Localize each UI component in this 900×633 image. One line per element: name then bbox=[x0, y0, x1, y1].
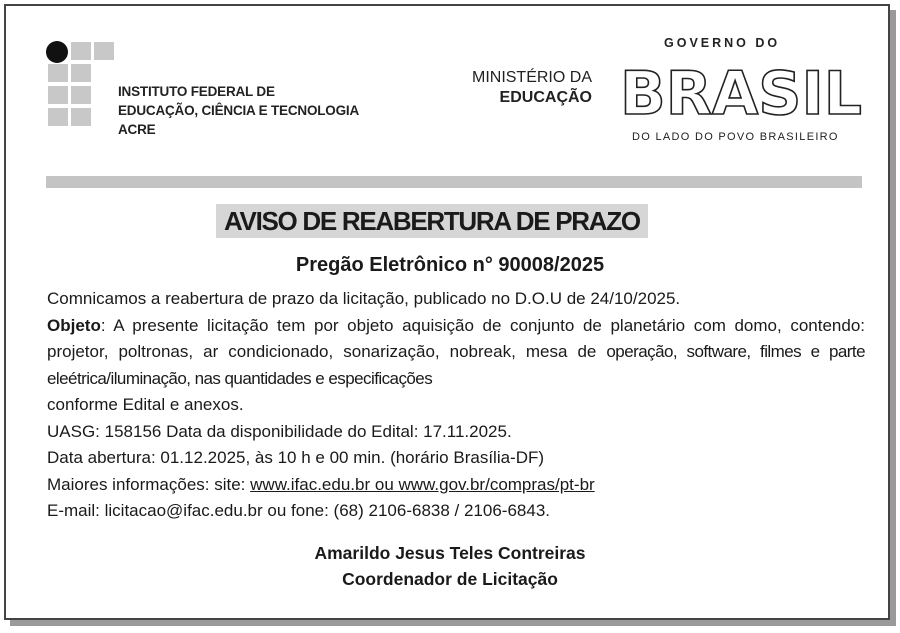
ifac-logo-icon bbox=[44, 40, 114, 136]
info-links[interactable]: www.ifac.edu.br ou www.gov.br/compras/pt-br bbox=[250, 474, 595, 494]
ministry-logo bbox=[450, 68, 592, 108]
opening-date-line: Data abertura: 01.12.2025, às 10 h e 00 min. (horário Brasília-DF) bbox=[47, 448, 545, 467]
uasg-line: UASG: 158156 Data da disponibilidade do Edital: 17.11.2025. bbox=[47, 421, 512, 441]
object-text-c: conforme Edital e anexos. bbox=[47, 395, 244, 414]
government-top-text: GOVERNO DO bbox=[664, 36, 781, 50]
signatory-name: Amarildo Jesus Teles Contreiras bbox=[314, 543, 586, 563]
brasil-wordmark: BRASIL bbox=[620, 59, 862, 124]
signatory-role: Coordenador de Licitação bbox=[342, 569, 558, 589]
brasil-wordmark-logo bbox=[620, 58, 864, 124]
info-line bbox=[47, 472, 865, 499]
info-label: Maiores informações: site: bbox=[47, 474, 251, 494]
notice-body bbox=[47, 286, 865, 525]
object-text-a: : A presente licitação tem por objeto aquisição de conjunto de planetário com domo, contendo: projetor, poltronas, ar condicionado, sonarização, nobreak, mesa de bbox=[47, 315, 865, 361]
institute-name bbox=[118, 82, 359, 139]
institute-line-1: INSTITUTO FEDERAL DE bbox=[118, 84, 275, 99]
contact-line: E-mail: licitacao@ifac.edu.br ou fone: (68) 2106-6838 / 2106-6843. bbox=[47, 501, 551, 520]
notice-subtitle: Pregão Eletrônico n° 90008/2025 bbox=[295, 254, 605, 276]
object-label: Objeto bbox=[47, 315, 101, 335]
ministry-line-1: MINISTÉRIO DA bbox=[471, 69, 592, 86]
header-divider bbox=[46, 176, 862, 188]
notice-title: AVISO DE REABERTURA DE PRAZO bbox=[216, 204, 648, 238]
government-tagline: DO LADO DO POVO BRASILEIRO bbox=[632, 131, 839, 143]
signature-block bbox=[0, 540, 900, 592]
institute-line-3: ACRE bbox=[118, 122, 156, 137]
object-text-b: operação, software, filmes e parte eleétrica/iluminação, nas quantidades e especificações bbox=[47, 342, 865, 388]
ministry-line-2: EDUCAÇÃO bbox=[499, 89, 592, 106]
institute-line-2: EDUCAÇÃO, CIÊNCIA E TECNOLOGIA bbox=[118, 103, 360, 118]
intro-paragraph: Comnicamos a reabertura de prazo da licitação, publicado no D.O.U de 24/10/2025. bbox=[47, 289, 681, 308]
object-paragraph bbox=[47, 313, 865, 419]
